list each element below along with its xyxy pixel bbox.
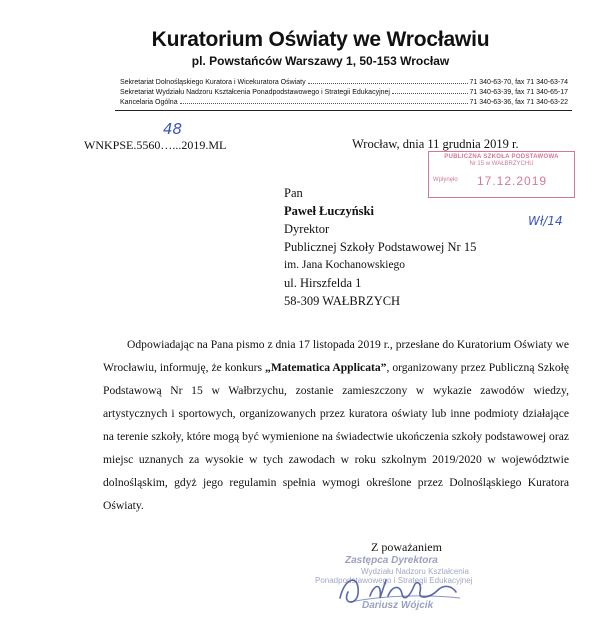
dot-leader <box>180 103 468 104</box>
dot-leader <box>308 83 468 84</box>
recipient-position: Dyrektor <box>284 222 330 236</box>
dot-leader <box>392 93 468 94</box>
recipient-salutation: Pan <box>284 186 303 200</box>
competition-name: „Matematica Applicata” <box>265 361 387 374</box>
letter-body <box>103 333 569 517</box>
recipient-address <box>284 184 476 310</box>
contacts-block <box>120 78 568 108</box>
handwritten-initials: Wł/14 <box>528 214 563 228</box>
stamp-name: Dariusz Wójcik <box>362 600 434 611</box>
closing: Z poważaniem <box>371 540 442 554</box>
header-title: Kuratorium Oświaty we Wrocławiu <box>151 28 490 51</box>
recipient-patron: im. Jana Kochanowskiego <box>284 259 406 271</box>
contact-phone: 71 340-63-70, fax 71 340-63-74 <box>469 79 568 86</box>
stamp-department-2: Ponadpodstawowego i Strategii Edukacyjnej <box>315 576 473 585</box>
stamp-mark: Wpłynęło <box>433 177 458 183</box>
recipient-name: Paweł Łuczyński <box>284 204 374 218</box>
recipient-street: ul. Hirszfelda 1 <box>284 276 362 290</box>
handwritten-reference: 48 <box>163 120 183 138</box>
contact-phone: 71 340-63-39, fax 71 340-65-17 <box>469 89 568 96</box>
stamp-department: Wydziału Nadzoru Kształcenia <box>361 567 469 576</box>
stamp-title: Zastępca Dyrektora <box>345 555 438 566</box>
handwritten-signature <box>330 556 480 616</box>
contact-phone: 71 340-63-36, fax 71 340-63-22 <box>469 99 568 106</box>
contact-row <box>120 78 568 88</box>
header-address: pl. Powstańców Warszawy 1, 50-153 Wrocław <box>191 54 450 68</box>
contact-label: Kancelaria Ogólna <box>120 99 178 106</box>
body-part2: , organizowany przez Publiczną Szkołę Podstawową Nr 15 w Wałbrzychu, zostanie zamieszczony w wykazie zawodów wiedzy, artystycznych i sportowych, organizowanych przez kuratora oświaty lub inne podmioty działające na terenie szkoły, które mogą być wymienione na świadectwie ukończenia szkoły podstawowej oraz miejsc uznanych za wysokie w tych zawodach w roku szkolnym 2019/2020 w województwie dolnośląskim, gdyż jego regulamin spełnia wymogi określone przez Dolnośląskiego Kuratora Oświaty. <box>103 361 570 512</box>
header-divider <box>115 110 572 111</box>
reference-number: WNKPSE.5560…...2019.ML <box>84 138 227 152</box>
contact-label: Sekretariat Dolnośląskiego Kuratora i Wicekuratora Oświaty <box>120 79 306 86</box>
contact-label: Sekretariat Wydziału Nadzoru Kształcenia Ponadpodstawowego i Strategii Edukacyjnej <box>120 89 390 96</box>
contact-row <box>120 98 568 108</box>
contact-row <box>120 88 568 98</box>
recipient-school: Publicznej Szkoły Podstawowej Nr 15 <box>284 240 477 254</box>
stamp-line1: PUBLICZNA SZKOŁA PODSTAWOWA <box>444 154 559 160</box>
place-and-date: Wrocław, dnia 11 grudnia 2019 r. <box>352 137 519 151</box>
stamp-line2: Nr 15 w WAŁBRZYCHU <box>469 161 534 167</box>
stamp-date: 17.12.2019 <box>477 174 548 188</box>
recipient-city: 58-309 WAŁBRZYCH <box>284 294 401 308</box>
body-part1: Odpowiadając na Pana pismo z dnia 17 listopada 2019 r., przesłane do Kuratorium Oświaty we Wrocławiu, informuję, że konkurs <box>103 338 569 374</box>
